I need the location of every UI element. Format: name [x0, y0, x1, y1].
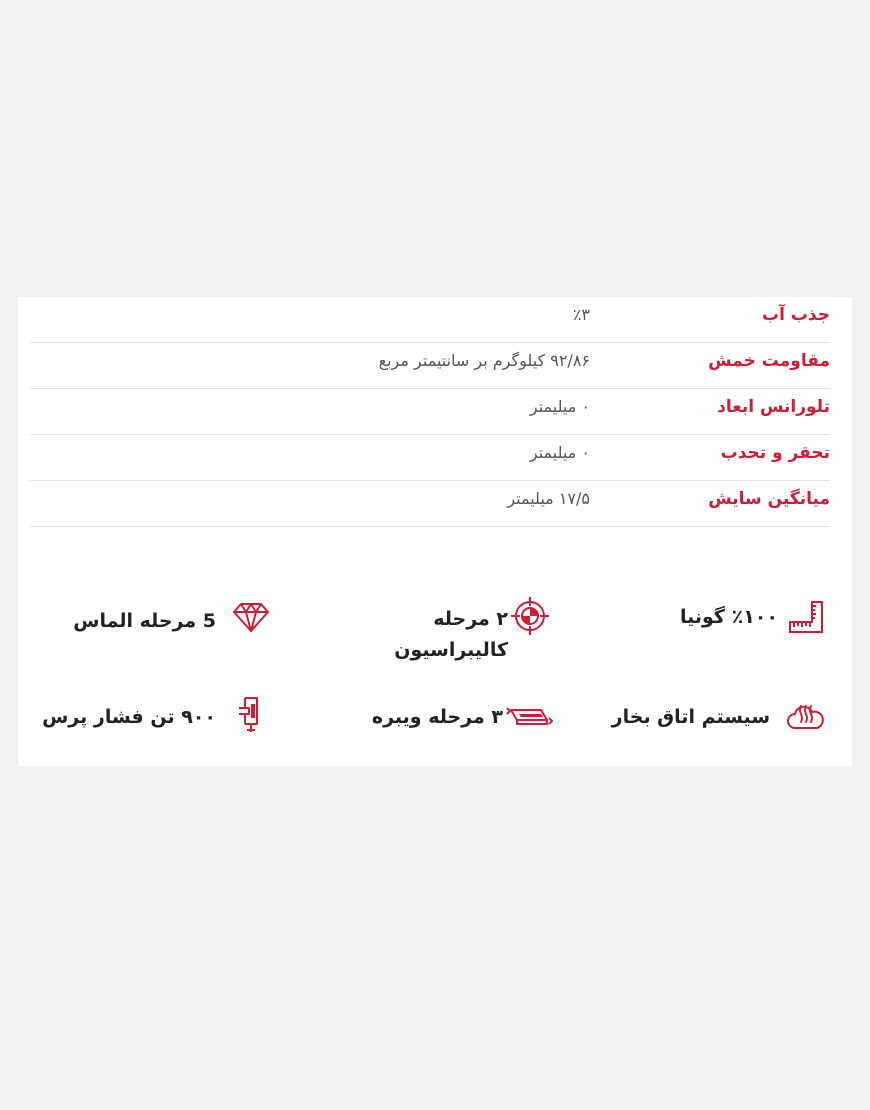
- spec-label: مقاومت خمش: [708, 351, 830, 371]
- press-clamp-icon: [231, 694, 271, 734]
- feature-text: ۳ مرحله ویبره: [371, 706, 503, 728]
- tile-vibration-icon: [503, 696, 555, 736]
- feature-press: [42, 692, 278, 752]
- spec-label: میانگین سایش: [708, 489, 830, 509]
- spec-row-bending-strength: [30, 343, 830, 389]
- steam-cloud-icon: [786, 696, 826, 736]
- target-crosshair-icon: [510, 596, 550, 636]
- spec-label: تحقر و تحدب: [720, 443, 830, 463]
- spec-value: ۱۷/۵ میلیمتر: [507, 489, 590, 508]
- spec-row-dimension-tolerance: [30, 389, 830, 435]
- feature-text: 5 مرحله الماس: [73, 610, 216, 632]
- feature-text: ۹۰۰ تن فشار پرس: [42, 706, 216, 728]
- spec-value: ٪۳: [572, 305, 590, 324]
- spec-row-concavity-convexity: [30, 435, 830, 481]
- product-specs-card: [18, 297, 852, 766]
- ruler-square-icon: [786, 598, 826, 638]
- diamond-icon: [231, 596, 271, 636]
- feature-diamond: [48, 592, 278, 652]
- spec-value: ۰ میلیمتر: [529, 443, 590, 462]
- feature-vibration: [348, 692, 578, 752]
- feature-calibration: [348, 592, 578, 672]
- spec-row-average-abrasion: [30, 481, 830, 527]
- spec-value: ۹۲/۸۶ کیلوگرم بر سانتیمتر مربع: [378, 351, 590, 370]
- feature-text-line1: ۲ مرحله: [433, 608, 508, 630]
- spec-row-water-absorption: [30, 297, 830, 343]
- feature-grid: [18, 592, 852, 752]
- feature-text: ٪۱۰۰ گونیا: [680, 606, 778, 628]
- spec-label: جذب آب: [762, 305, 830, 325]
- spec-table: [30, 297, 830, 527]
- feature-text: سیستم اتاق بخار: [611, 706, 770, 728]
- spec-label: تلورانس ابعاد: [717, 397, 830, 417]
- feature-text-line2: کالیبراسیون: [394, 639, 508, 661]
- feature-goniya: [598, 592, 848, 652]
- feature-steam: [598, 692, 848, 752]
- spec-value: ۰ میلیمتر: [529, 397, 590, 416]
